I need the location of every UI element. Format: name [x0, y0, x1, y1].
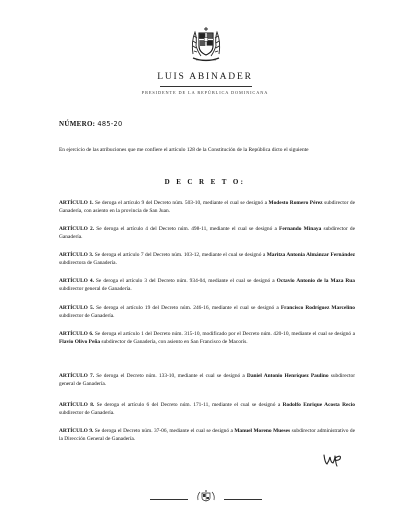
page-footer	[150, 489, 262, 503]
article-label: ARTÍCULO 8.	[59, 402, 95, 408]
article-label: ARTÍCULO 1.	[59, 200, 94, 206]
article-text: subdirector de Ganadería.	[59, 409, 115, 416]
article-person-name: Modesto Romero Pérez	[268, 200, 323, 206]
article-2	[59, 226, 355, 241]
article-text: Se deroga el artículo 9 del Decreto núm. 503-10, mediante el cual se designó a	[93, 200, 269, 206]
article-text: Se deroga el Decreto núm. 133-10, mediante el cual se designó a	[94, 373, 247, 379]
article-text: Se deroga el Decreto núm. 37-06, mediante el cual se designó a	[93, 428, 235, 434]
article-5	[59, 305, 355, 320]
intro-paragraph: En ejercicio de las atribuciones que me confiere el artículo 128 de la Constitución de la República dicto el siguiente	[59, 147, 309, 153]
article-person-name: Octavio Antonio de la Maza Rua	[276, 278, 355, 284]
article-1	[59, 200, 355, 215]
article-person-name: Flavio Olivo Peña	[59, 338, 101, 345]
decree-number	[59, 120, 122, 128]
article-label: ARTÍCULO 3.	[59, 252, 94, 258]
article-person-name: Daniel Antonio Henríquez Paulino	[246, 373, 329, 379]
article-label: ARTÍCULO 6.	[59, 331, 94, 337]
article-person-name: Maritza Antonia Almánzar Fernández	[266, 252, 355, 258]
article-text: subdirector general de Ganadería.	[59, 373, 355, 387]
article-label: ARTÍCULO 5.	[59, 305, 95, 311]
article-text: subdirector de Ganadería, con asiento en San Francisco de Macorís.	[100, 338, 248, 345]
footer-rule-right	[224, 499, 262, 500]
article-text: subdirector de Ganadería.	[59, 312, 115, 319]
handwritten-initials-icon	[322, 451, 344, 467]
article-label: ARTÍCULO 7.	[59, 373, 95, 379]
president-name: LUIS ABINADER	[157, 72, 253, 82]
article-person-name: Francisco Rodríguez Marcelino	[280, 305, 355, 311]
footer-rule-left	[150, 499, 188, 500]
article-9	[59, 428, 355, 443]
article-text: Se deroga el artículo 3 del Decreto núm. 934-04, mediante el cual se designó a	[93, 278, 277, 284]
decree-number-label: NÚMERO:	[59, 120, 96, 128]
article-text: subdirectora de Ganadería.	[59, 259, 117, 266]
article-4	[59, 278, 355, 293]
article-label: ARTÍCULO 4.	[59, 278, 94, 284]
article-text: Se deroga el artículo 6 del Decreto núm. 171-11, mediante el cual se designó a	[94, 402, 283, 408]
article-text: Se deroga el artículo 19 del Decreto núm. 246-16, mediante el cual se designó a	[94, 305, 281, 311]
article-text: subdirector general de Ganadería.	[59, 285, 132, 292]
article-text: subdirector de Ganadería, con asiento en la provincia de San Juan.	[59, 200, 355, 214]
article-3	[59, 252, 355, 267]
article-7	[59, 373, 355, 388]
article-8	[59, 402, 355, 417]
article-person-name: Manuel Moreno Mueses	[234, 428, 291, 434]
article-person-name: Rodolfo Enrique Acosta Recio	[282, 402, 355, 408]
decree-number-value: 485-20	[97, 120, 123, 128]
article-text: Se deroga el artículo 7 del Decreto núm. 103-12, mediante el cual se designó a	[93, 252, 267, 258]
article-6	[59, 331, 355, 346]
article-label: ARTÍCULO 9.	[59, 428, 94, 434]
article-person-name: Fernando Minaya	[279, 226, 322, 232]
article-label: ARTÍCULO 2.	[59, 226, 95, 232]
coat-of-arms-small-icon	[196, 489, 216, 502]
article-text: subdirector administrativo de la Dirección General de Ganadería.	[59, 428, 355, 442]
president-office: PRESIDENTE DE LA REPÚBLICA DOMINICANA	[141, 90, 269, 95]
coat-of-arms-icon	[189, 24, 223, 64]
decree-heading: D E C R E T O:	[164, 178, 246, 186]
header-divider	[160, 86, 252, 87]
article-text: subdirector de Ganadería.	[59, 226, 355, 240]
article-text: Se deroga el artículo 1 del Decreto núm. 315-10, modificado por el Decreto núm. 420-10, mediante el cual se designó a	[93, 331, 355, 337]
article-text: Se deroga el artículo 4 del Decreto núm. 498-11, mediante el cual se designó a	[94, 226, 280, 232]
